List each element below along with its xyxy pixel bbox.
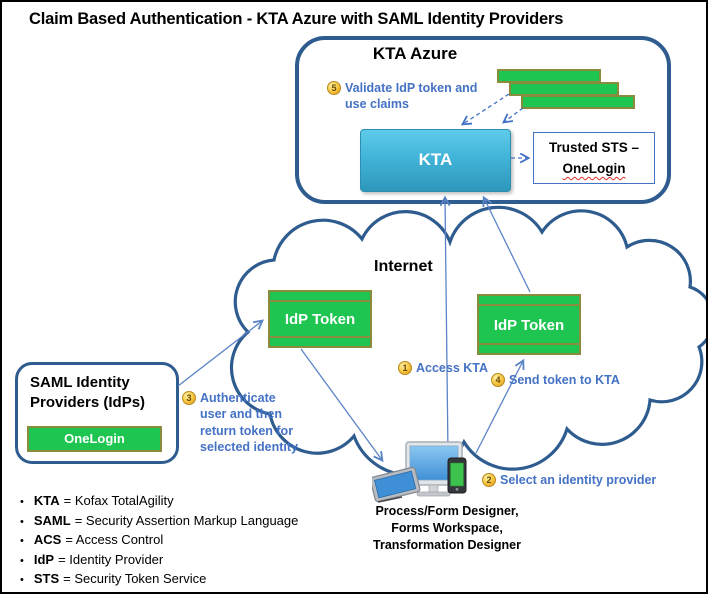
device-caption-line1: Process/Form Designer,: [375, 504, 519, 518]
arrow-token-to-kta: [484, 198, 530, 292]
legend-definition: = Kofax TotalAgility: [63, 493, 174, 508]
phone-home-button: [456, 488, 459, 491]
trusted-sts-line2: OneLogin: [562, 160, 626, 176]
step-3-text: Authenticate user and then return token for selected identity: [200, 391, 298, 454]
legend-definition: = Security Assertion Markup Language: [74, 512, 299, 528]
page-title: Claim Based Authentication - KTA Azure with SAML Identity Providers: [29, 10, 564, 28]
device-caption-line3: Transformation Designer: [373, 537, 521, 552]
step-5-annotation: [327, 80, 487, 113]
client-devices-icon: [372, 436, 476, 506]
monitor-stand: [429, 485, 438, 492]
step-4-text: Send token to KTA: [509, 373, 620, 387]
monitor-base: [417, 492, 450, 496]
tablet: [372, 467, 420, 502]
kta-node: KTA: [360, 129, 511, 192]
step-4-annotation: [491, 372, 620, 388]
idp-token-right-label: IdP Token: [493, 317, 565, 334]
device-caption-line2: Forms Workspace,: [391, 520, 503, 535]
saml-idps-title: SAML Identity Providers (IdPs): [30, 374, 146, 411]
bullet-icon: •: [20, 554, 24, 567]
legend-definition: = Security Token Service: [63, 571, 207, 586]
legend-term: SAML: [33, 512, 71, 528]
legend-term: IdP: [33, 551, 55, 567]
legend-term: STS: [33, 571, 60, 586]
onelogin-provider-button[interactable]: OneLogin: [27, 426, 162, 452]
device-caption: [352, 503, 542, 554]
bullet-icon: •: [20, 535, 24, 547]
legend-item-saml: [20, 513, 298, 528]
step-2-text: Select an identity provider: [500, 473, 657, 487]
idp-token-left-label: IdP Token: [284, 311, 356, 328]
step-1-badge: 1: [398, 361, 412, 375]
arrow-token-to-device: [301, 349, 382, 460]
step-5-badge: 5: [327, 81, 341, 95]
step-1-annotation: [398, 360, 488, 376]
step-1-text: Access KTA: [416, 361, 489, 375]
arrow-saml-to-token: [178, 321, 262, 386]
arrow-bars-to-kta-2: [504, 108, 523, 122]
internet-label: Internet: [374, 258, 433, 275]
step-2-badge: 2: [482, 473, 496, 487]
step-3-badge: 3: [182, 391, 196, 405]
legend: [20, 493, 298, 591]
step-5-text: Validate IdP token and use claims: [345, 81, 478, 112]
step-3-annotation: [182, 390, 304, 455]
legend-item-idp: [20, 552, 298, 567]
legend-item-acs: [20, 532, 298, 547]
arrow-device-to-kta: [445, 198, 448, 454]
legend-definition: = Identity Provider: [58, 551, 164, 567]
legend-item-sts: [20, 571, 298, 586]
kta-azure-label: KTA Azure: [372, 44, 458, 63]
phone-screen: [451, 463, 464, 486]
bullet-icon: •: [20, 515, 24, 528]
legend-term: ACS: [33, 532, 62, 547]
bullet-icon: •: [20, 574, 24, 586]
legend-item-kta: [20, 493, 298, 508]
step-4-badge: 4: [491, 373, 505, 387]
legend-term: KTA: [33, 493, 60, 508]
legend-definition: = Access Control: [65, 532, 164, 547]
step-2-annotation: [482, 472, 656, 488]
bullet-icon: •: [20, 496, 24, 508]
trusted-sts-line1: Trusted STS –: [548, 140, 640, 155]
